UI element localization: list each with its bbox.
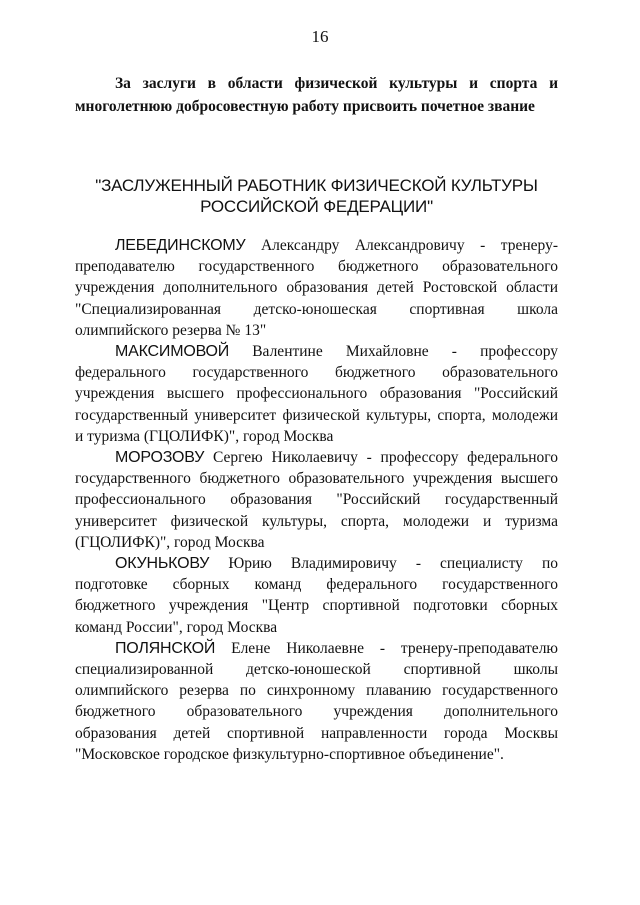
recipient-surname: МОРОЗОВУ: [115, 449, 205, 467]
recipient-details: Елене Николаевне - тренеру-преподавателю специализированной детско-юношеской спортивной школы олимпийского резерва по синхронному плаванию государственного бюджетного образовательного учреждения дополнительного образования детей спортивной направленности города Москвы "Московское городское физкультурно-спортивное объединение".: [75, 639, 559, 763]
award-intro-paragraph: За заслуги в области физической культуры и спорта и многолетнюю добросовестную работу присвоить почетное звание: [75, 75, 558, 115]
recipients-list: [75, 235, 558, 765]
recipient-details: Валентине Михайловне - профессору федерального государственного бюджетного образовательного учреждения высшего профессионального образования "Российский государственный университет физической культуры, спорта, молодежи и туризма (ГЦОЛИФК)", город Москва: [75, 343, 559, 445]
recipient-surname: ПОЛЯНСКОЙ: [115, 639, 216, 657]
honorary-title-heading: [75, 176, 558, 217]
recipient-entry: [75, 447, 558, 553]
honorary-title-line-2: РОССИЙСКОЙ ФЕДЕРАЦИИ": [200, 196, 433, 216]
recipient-surname: ОКУНЬКОВУ: [115, 555, 210, 573]
honorary-title-line-1: "ЗАСЛУЖЕННЫЙ РАБОТНИК ФИЗИЧЕСКОЙ КУЛЬТУРЫ: [95, 176, 538, 195]
recipient-surname: МАКСИМОВОЙ: [115, 343, 230, 361]
recipient-surname: ЛЕБЕДИНСКОМУ: [115, 237, 246, 254]
recipient-entry: [75, 341, 558, 447]
page-number: 16: [311, 27, 329, 46]
recipient-entry: [75, 553, 558, 638]
recipient-details: Александру Александровичу - тренеру-преподавателю государственного бюджетного образовательного учреждения дополнительного образования детей Ростовской области "Специализированная детско-юношеская спортивная школа олимпийского резерва № 13": [75, 237, 559, 339]
recipient-entry: [75, 235, 558, 341]
recipient-entry: [75, 638, 558, 765]
recipient-details: Сергею Николаевичу - профессору федерального государственного бюджетного образовательного учреждения высшего профессионального образования "Российский государственный университет физической культуры, спорта, молодежи и туризма (ГЦОЛИФК)", город Москва: [75, 449, 559, 551]
recipient-details: Юрию Владимировичу - специалисту по подготовке сборных команд федерального государственного бюджетного учреждения "Центр спортивной подготовки сборных команд России", город Москва: [75, 555, 558, 636]
